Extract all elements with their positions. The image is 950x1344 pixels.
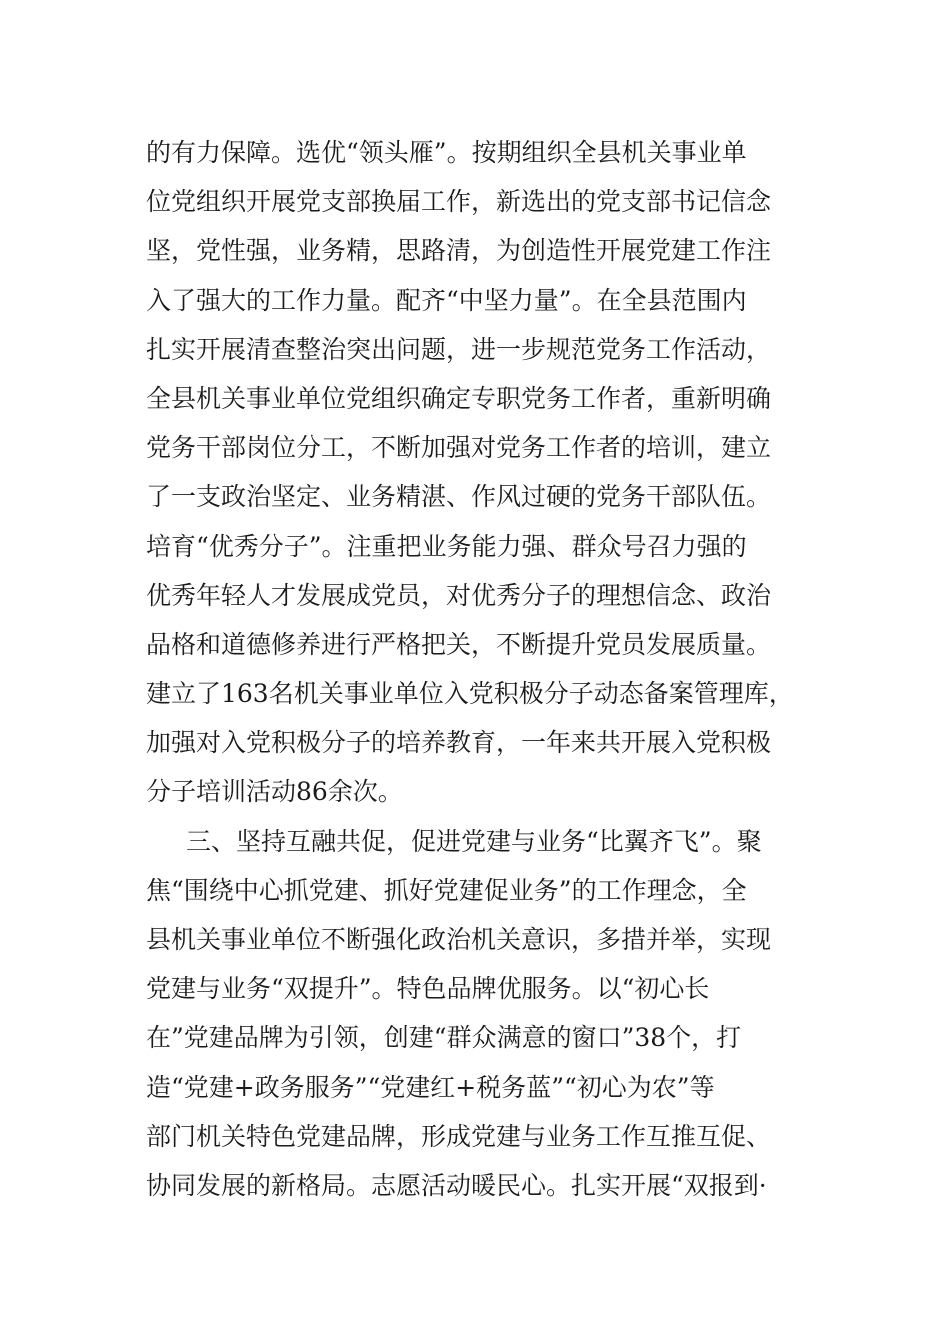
text-line: 扎实开展清查整治突出问题，进一步规范党务工作活动， — [146, 334, 772, 364]
text-line: 焦“围绕中心抓党建、抓好党建促业务”的工作理念，全 — [146, 875, 747, 905]
text-line: 协同发展的新格局。志愿活动暖民心。扎实开展“双报到· — [146, 1170, 767, 1200]
text-line: 造“党建+政务服务”“党建红+税务蓝”“初心为农”等 — [146, 1072, 715, 1102]
section-heading-line: 三、坚持互融共促，促进党建与业务“比翼齐飞”。聚 — [186, 826, 762, 856]
text-line: 建立了163名机关事业单位入党积极分子动态备案管理库， — [146, 679, 794, 709]
text-line: 培育“优秀分子”。注重把业务能力强、群众号召力强的 — [146, 531, 747, 561]
text-line: 品格和道德修养进行严格把关，不断提升党员发展质量。 — [146, 629, 772, 659]
text-line: 部门机关特色党建品牌，形成党建与业务工作互推互促、 — [146, 1121, 772, 1151]
text-line: 了一支政治坚定、业务精湛、作风过硬的党务干部队伍。 — [146, 482, 772, 512]
text-line: 县机关事业单位不断强化政治机关意识，多措并举，实现 — [146, 925, 772, 954]
text-line: 的有力保障。选优“领头雁”。按期组织全县机关事业单 — [146, 138, 747, 167]
body-text — [146, 128, 836, 1210]
text-line: 坚，党性强，业务精，思路清，为创造性开展党建工作注 — [146, 236, 772, 266]
text-line: 分子培训活动86余次。 — [146, 777, 403, 807]
text-line: 党务干部岗位分工，不断加强对党务工作者的培训，建立 — [146, 433, 772, 463]
text-line: 全县机关事业单位党组织确定专职党务工作者，重新明确 — [146, 383, 772, 413]
text-line: 在”党建品牌为引领，创建“群众满意的窗口”38个，打 — [146, 1023, 742, 1053]
text-line: 加强对入党积极分子的培养教育，一年来共开展入党积极 — [146, 728, 772, 758]
text-line: 党建与业务“双提升”。特色品牌优服务。以“初心长 — [146, 974, 710, 1004]
text-line: 优秀年轻人才发展成党员，对优秀分子的理想信念、政治 — [146, 580, 772, 610]
text-line: 入了强大的工作力量。配齐“中坚力量”。在全县范围内 — [146, 285, 747, 315]
text-line: 位党组织开展党支部换届工作，新选出的党支部书记信念 — [146, 187, 772, 217]
